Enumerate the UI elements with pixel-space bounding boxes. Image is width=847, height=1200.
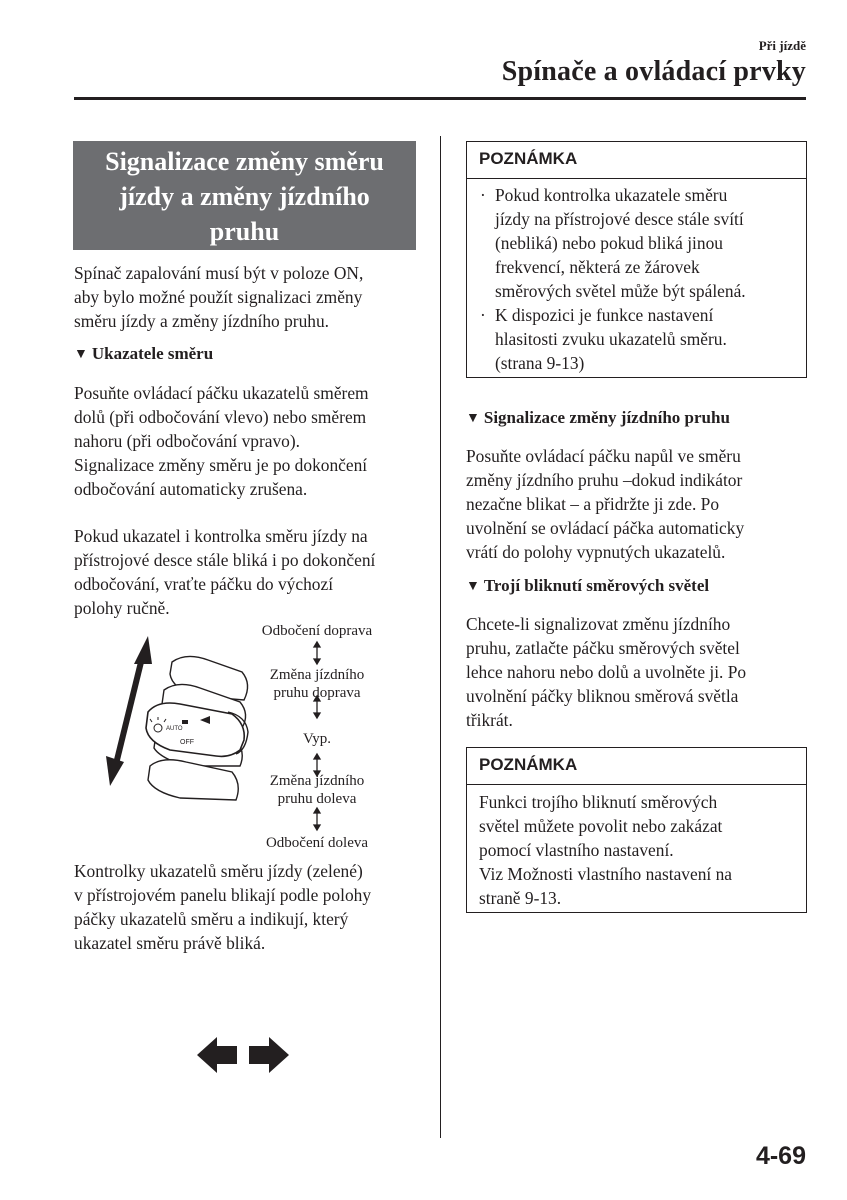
text-line: Posuňte ovládací páčku napůl ve směru — [466, 446, 741, 466]
triangle-marker-icon: ▼ — [466, 411, 480, 426]
page-navigation-arrows — [193, 1033, 293, 1077]
label-line: Změna jízdního — [269, 667, 365, 683]
label-lane-change-right — [252, 666, 382, 702]
text-line: frekvencí, některá ze žárovek — [495, 257, 700, 277]
note-bullet — [467, 303, 806, 375]
label-left-turn: Odbočení doleva — [265, 835, 369, 851]
header-rule — [74, 97, 806, 100]
text-line: Kontrolky ukazatelů směru jízdy (zelené) — [74, 861, 363, 881]
text-line: hlasitosti zvuku ukazatelů směru. — [495, 329, 727, 349]
column-divider — [440, 136, 441, 1138]
lane-change-paragraph — [466, 444, 744, 564]
text-line: pomocí vlastního nastavení. — [479, 840, 674, 860]
bullet-dot-icon: · — [480, 305, 486, 325]
section-title-line: jízdy a změny jízdního — [119, 182, 370, 211]
text-line: uvolnění páčky bliknou směrová světla — [466, 686, 739, 706]
text-line: Pokud kontrolka ukazatele směru — [495, 185, 728, 205]
text-line: odbočování, vraťte páčku do výchozí — [74, 574, 334, 594]
section-label: Při jízdě — [758, 38, 806, 53]
label-right-turn: Odbočení doprava — [261, 623, 373, 639]
subheading-text: Ukazatele směru — [91, 344, 214, 363]
text-line: jízdy na přístrojové desce stále svítí — [495, 209, 744, 229]
text-line: polohy ručně. — [74, 598, 170, 618]
note-box-2 — [466, 747, 807, 913]
lever-auto-text: AUTO — [166, 726, 183, 732]
subheading-triple-flash — [466, 576, 709, 596]
arrow-right-icon[interactable] — [249, 1037, 289, 1073]
note-box-1 — [466, 141, 807, 378]
subheading-turn-signals — [74, 344, 213, 364]
text-line: lehce nahoru nebo dolů a uvolněte ji. Po — [466, 662, 747, 682]
text-line: Funkci trojího bliknutí směrových — [479, 792, 718, 812]
lever-off-text: OFF — [180, 739, 194, 746]
text-line: změny jízdního pruhu –dokud indikátor — [466, 470, 743, 490]
text-line: K dispozici je funkce nastavení — [495, 305, 714, 325]
text-line: Viz Možnosti vlastního nastavení na — [479, 864, 733, 884]
subheading-text: Trojí bliknutí směrových světel — [483, 576, 710, 595]
label-off: Vyp. — [303, 731, 331, 747]
label-line: Změna jízdního — [269, 773, 365, 789]
text-line: straně 9-13. — [479, 888, 562, 908]
intro-paragraph — [74, 261, 363, 333]
page-number: 4-69 — [755, 1142, 806, 1170]
text-line: v přístrojovém panelu blikají podle polohy — [74, 885, 372, 905]
up-down-arrow-icon — [106, 636, 152, 786]
text-line: Signalizace změny směru je po dokončení — [74, 455, 368, 475]
note-heading: POZNÁMKA — [467, 748, 806, 785]
manual-return-paragraph — [74, 524, 375, 620]
text-line: odbočování automaticky zrušena. — [74, 479, 308, 499]
text-line: nahoru (při odbočování vpravo). — [74, 431, 301, 451]
label-line: pruhu doprava — [273, 685, 361, 701]
label-lane-change-left — [252, 772, 382, 808]
text-line: světel můžete povolit nebo zakázat — [479, 816, 723, 836]
subheading-text: Signalizace změny jízdního pruhu — [483, 408, 730, 427]
subheading-lane-change — [466, 408, 730, 428]
text-line: aby bylo možné použít signalizaci změny — [74, 287, 363, 307]
text-line: uvolnění se ovládací páčka automaticky — [466, 518, 745, 538]
text-line: směrových světel může být spálená. — [495, 281, 746, 301]
text-line: přístrojové desce stále bliká i po dokončení — [74, 550, 376, 570]
note-body — [467, 179, 806, 375]
section-title-line: pruhu — [209, 217, 280, 246]
text-line: Pokud ukazatel i kontrolka směru jízdy na — [74, 526, 368, 546]
text-line: Posuňte ovládací páčku ukazatelů směrem — [74, 383, 369, 403]
text-line: nezačne blikat – a přidržte ji zde. Po — [466, 494, 720, 514]
indicator-paragraph — [74, 859, 371, 955]
text-line: vrátí do polohy vypnutých ukazatelů. — [466, 542, 726, 562]
text-line: páčky ukazatelů směru a indikují, který — [74, 909, 349, 929]
note-heading: POZNÁMKA — [467, 142, 806, 179]
text-line: dolů (při odbočování vlevo) nebo směrem — [74, 407, 367, 427]
note-bullet — [467, 183, 806, 303]
triangle-marker-icon: ▼ — [74, 347, 88, 362]
text-line: Chcete-li signalizovat změnu jízdního — [466, 614, 731, 634]
text-line: (nebliká) nebo pokud bliká jinou — [495, 233, 723, 253]
label-line: pruhu doleva — [277, 791, 357, 807]
text-line: směru jízdy a změny jízdního pruhu. — [74, 311, 330, 331]
triple-flash-paragraph — [466, 612, 746, 732]
text-line: pruhu, zatlačte páčku směrových světel — [466, 638, 740, 658]
note-body — [467, 785, 806, 910]
text-line: ukazatel směru právě bliká. — [74, 933, 266, 953]
triangle-marker-icon: ▼ — [466, 579, 480, 594]
section-title-box — [73, 141, 416, 250]
turn-signal-lever-diagram — [100, 616, 420, 856]
section-title-line: Signalizace změny směru — [105, 147, 384, 176]
turn-signal-paragraph — [74, 381, 369, 501]
text-line: (strana 9-13) — [495, 353, 585, 373]
page-title: Spínače a ovládací prvky — [501, 56, 806, 87]
text-line: Spínač zapalování musí být v poloze ON, — [74, 263, 364, 283]
bullet-dot-icon: · — [480, 185, 486, 205]
text-line: třikrát. — [466, 710, 513, 730]
arrow-left-icon[interactable] — [197, 1037, 237, 1073]
